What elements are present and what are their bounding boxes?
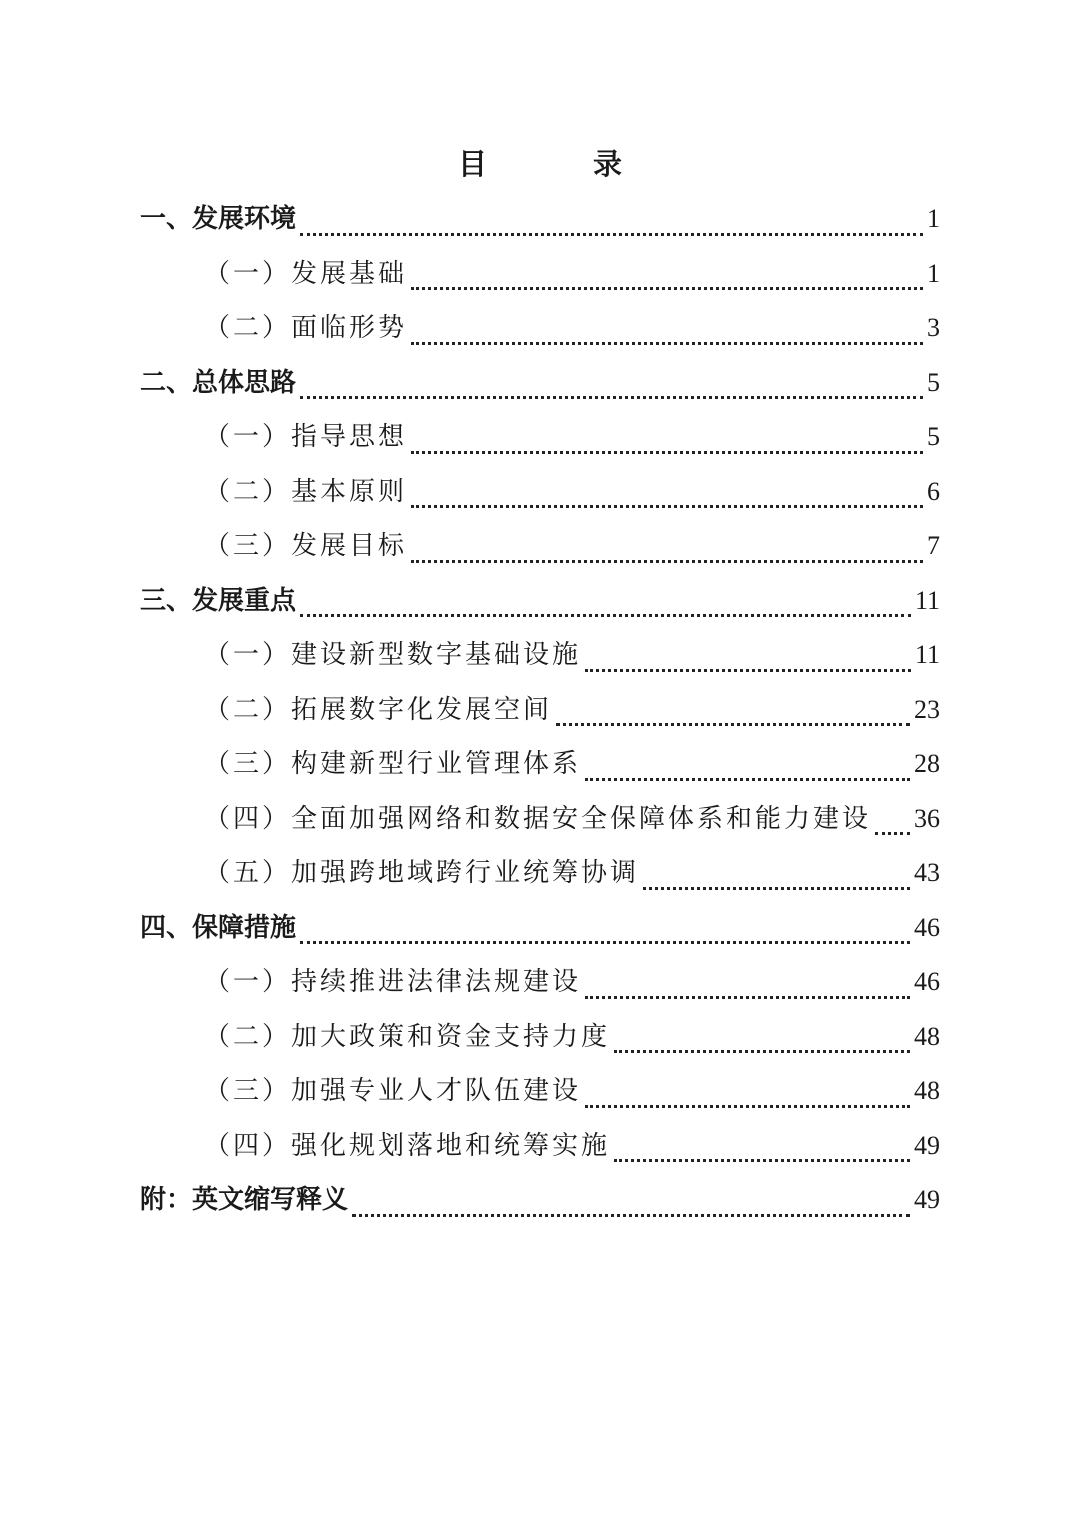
toc-entry-page-number: 48 (914, 1021, 940, 1051)
toc-entry-label: （三）加强专业人才队伍建设 (204, 1076, 582, 1107)
toc-section-entry[interactable] (140, 465, 940, 520)
toc-entry-label: （五）加强跨地域跨行业统筹协调 (204, 858, 640, 889)
toc-entry-label: （二）基本原则 (204, 476, 408, 507)
toc-entry-page-number: 46 (914, 912, 940, 942)
toc-section-entry[interactable] (140, 519, 940, 574)
dot-leader (300, 370, 923, 399)
toc-entry-label: （四）强化规划落地和统筹实施 (204, 1130, 611, 1161)
dot-leader (614, 1133, 910, 1162)
toc-entry-page-number: 5 (927, 422, 940, 452)
dot-leader (614, 1024, 910, 1053)
toc-entry-label: （四）全面加强网络和数据安全保障体系和能力建设 (204, 803, 872, 834)
toc-entry-page-number: 48 (914, 1076, 940, 1106)
dot-leader (643, 861, 910, 890)
toc-section-entry[interactable] (140, 1119, 940, 1174)
toc-entry-label: （二）加大政策和资金支持力度 (204, 1021, 611, 1052)
toc-section-entry[interactable] (140, 410, 940, 465)
toc-entry-page-number: 49 (914, 1130, 940, 1160)
dot-leader (585, 1079, 910, 1108)
dot-leader (411, 479, 923, 508)
toc-chapter-entry[interactable] (140, 356, 940, 411)
toc-entry-label: （二）面临形势 (204, 313, 408, 344)
toc-section-entry[interactable] (140, 1064, 940, 1119)
dot-leader (585, 643, 911, 672)
toc-entry-page-number: 49 (914, 1185, 940, 1215)
toc-entry-page-number: 1 (927, 204, 940, 234)
toc-entry-label: 附：英文缩写释义 (140, 1185, 349, 1216)
toc-entry-page-number: 11 (914, 585, 940, 615)
toc-section-entry[interactable] (140, 1010, 940, 1065)
toc-entry-label: （一）持续推进法律法规建设 (204, 967, 582, 998)
toc-entry-label: （一）指导思想 (204, 422, 408, 453)
toc-chapter-entry[interactable] (140, 1173, 940, 1228)
dot-leader (300, 207, 923, 236)
toc-entry-page-number: 11 (914, 640, 940, 670)
toc-entry-label: 一、发展环境 (140, 204, 297, 235)
toc-entry-label: （三）发展目标 (204, 531, 408, 562)
toc-entry-label: （一）发展基础 (204, 258, 408, 289)
toc-entry-label: 二、总体思路 (140, 367, 297, 398)
dot-leader (300, 588, 911, 617)
toc-chapter-entry[interactable] (140, 901, 940, 956)
dot-leader (556, 697, 910, 726)
dot-leader (875, 806, 910, 835)
toc-entry-page-number: 3 (927, 313, 940, 343)
toc-entry-page-number: 23 (914, 694, 940, 724)
toc-entry-label: 四、保障措施 (140, 912, 297, 943)
toc-entry-page-number: 36 (914, 803, 940, 833)
toc-entry-page-number: 28 (914, 749, 940, 779)
dot-leader (411, 316, 923, 345)
toc-section-entry[interactable] (140, 247, 940, 302)
toc-title: 目 录 (457, 147, 671, 181)
toc-section-entry[interactable] (140, 737, 940, 792)
toc-entry-page-number: 5 (927, 367, 940, 397)
toc-chapter-entry[interactable] (140, 192, 940, 247)
toc-entry-label: （二）拓展数字化发展空间 (204, 694, 553, 725)
toc-section-entry[interactable] (140, 792, 940, 847)
toc-section-entry[interactable] (140, 846, 940, 901)
dot-leader (300, 915, 910, 944)
toc-entry-page-number: 43 (914, 858, 940, 888)
toc-entry-page-number: 6 (927, 476, 940, 506)
toc-entry-page-number: 1 (927, 258, 940, 288)
dot-leader (585, 970, 910, 999)
dot-leader (411, 425, 923, 454)
toc-section-entry[interactable] (140, 628, 940, 683)
toc-entry-page-number: 46 (914, 967, 940, 997)
dot-leader (352, 1188, 910, 1217)
dot-leader (411, 261, 923, 290)
toc-entry-label: （三）构建新型行业管理体系 (204, 749, 582, 780)
toc-section-entry[interactable] (140, 683, 940, 738)
toc-entry-label: 三、发展重点 (140, 585, 297, 616)
toc-chapter-entry[interactable] (140, 574, 940, 629)
toc-entry-label: （一）建设新型数字基础设施 (204, 640, 582, 671)
table-of-contents (140, 192, 940, 1228)
toc-section-entry[interactable] (140, 301, 940, 356)
toc-section-entry[interactable] (140, 955, 940, 1010)
dot-leader (411, 534, 923, 563)
toc-entry-page-number: 7 (927, 531, 940, 561)
dot-leader (585, 752, 910, 781)
